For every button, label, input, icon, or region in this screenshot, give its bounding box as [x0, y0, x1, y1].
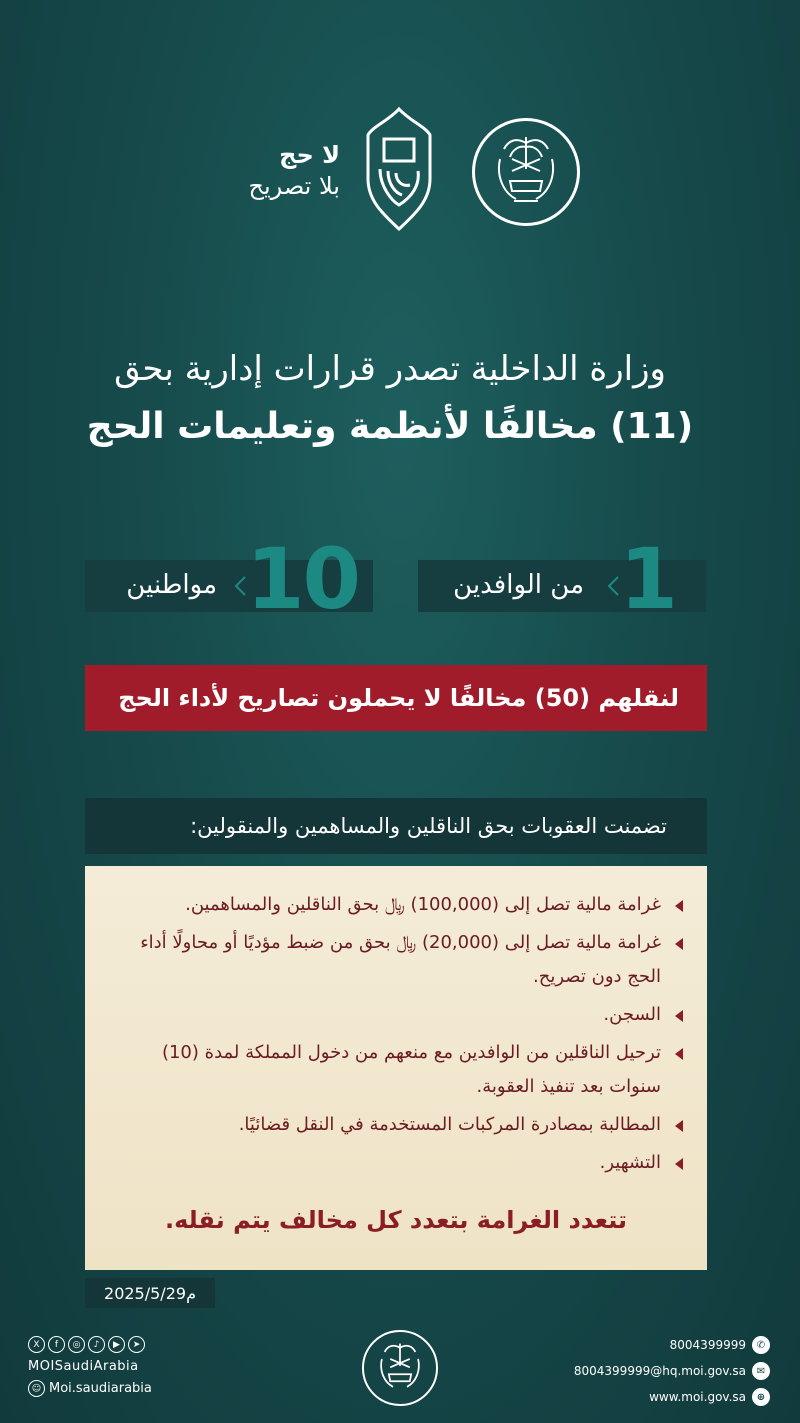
- email-icon: ✉: [752, 1362, 770, 1380]
- tiktok-icon[interactable]: ♪: [88, 1336, 105, 1353]
- stat-expatriates: [418, 530, 706, 628]
- social-links: [28, 1336, 228, 1397]
- violation-banner: لنقلهم (50) مخالفًا لا يحملون تصاريح لأداء الحج: [85, 665, 707, 731]
- stat-label: مواطنين: [126, 570, 217, 600]
- triangle-bullet-icon: [675, 938, 683, 950]
- phone-contact[interactable]: [530, 1336, 770, 1354]
- ministry-emblem-logo: [472, 118, 580, 226]
- triangle-bullet-icon: [675, 1158, 683, 1170]
- youtube-icon[interactable]: ▶: [108, 1336, 125, 1353]
- contact-info: [530, 1336, 770, 1414]
- triangle-bullet-icon: [675, 1048, 683, 1060]
- triangle-bullet-icon: [675, 900, 683, 912]
- headline: [60, 340, 720, 456]
- triangle-bullet-icon: [675, 1010, 683, 1022]
- globe-icon: ⊕: [752, 1388, 770, 1406]
- chevron-left-icon: [233, 575, 247, 597]
- snapchat-link[interactable]: [28, 1380, 228, 1397]
- stat-citizens: [85, 530, 373, 628]
- list-item: السجن.: [109, 998, 683, 1032]
- phone-icon: ✆: [752, 1336, 770, 1354]
- list-item: التشهير.: [109, 1146, 683, 1180]
- penalties-heading: تضمنت العقوبات بحق الناقلين والمساهمين والمنقولين:: [85, 798, 707, 854]
- no-hajj-slogan: [200, 140, 340, 202]
- social-handle[interactable]: MOISaudiArabia: [28, 1359, 139, 1374]
- list-item: غرامة مالية تصل إلى (100,000) ﷼ بحق الناقلين والمساهمين.: [109, 888, 683, 922]
- publish-date: 2025/5/29م: [85, 1278, 215, 1308]
- shield-fingerprint-icon: [358, 105, 440, 233]
- fine-note: تتعدد الغرامة بتعدد كل مخالف يتم نقله.: [164, 1206, 628, 1234]
- website-url: www.moi.gov.sa: [649, 1390, 746, 1404]
- list-item: المطالبة بمصادرة المركبات المستخدمة في النقل قضائيًا.: [109, 1108, 683, 1142]
- chevron-left-icon: [606, 575, 620, 597]
- snapchat-icon: ☺: [28, 1380, 45, 1397]
- palm-swords-emblem-icon: [372, 1338, 428, 1398]
- stat-number: 10: [246, 530, 359, 628]
- email-address: 8004399999@hq.moi.gov.sa: [573, 1364, 746, 1378]
- penalties-panel: [85, 866, 707, 1270]
- stat-number: 1: [619, 530, 676, 628]
- phone-number: 8004399999: [669, 1338, 746, 1352]
- stat-label: من الوافدين: [453, 570, 584, 600]
- headline-line-1: وزارة الداخلية تصدر قرارات إدارية بحق: [114, 349, 666, 389]
- palm-swords-emblem-icon: [486, 129, 566, 215]
- instagram-icon[interactable]: ◎: [68, 1336, 85, 1353]
- penalties-list: [109, 888, 683, 1180]
- social-icons-row: [28, 1336, 228, 1353]
- list-item: ترحيل الناقلين من الوافدين مع منعهم من دخول المملكة لمدة (10) سنوات بعد تنفيذ العقوبة.: [109, 1036, 683, 1104]
- slogan-line-1: لا حج: [279, 141, 340, 169]
- list-item: غرامة مالية تصل إلى (20,000) ﷼ بحق من ضبط مؤديًا أو محاولًا أداء الحج دون تصريح.: [109, 926, 683, 994]
- slogan-line-2: بلا تصريح: [248, 172, 340, 200]
- x-icon[interactable]: X: [28, 1336, 45, 1353]
- footer-emblem-logo: [362, 1330, 438, 1406]
- facebook-icon[interactable]: f: [48, 1336, 65, 1353]
- website-contact[interactable]: [530, 1388, 770, 1406]
- triangle-bullet-icon: [675, 1120, 683, 1132]
- headline-line-2: (11) مخالفًا لأنظمة وتعليمات الحج: [86, 406, 694, 447]
- telegram-icon[interactable]: ➤: [128, 1336, 145, 1353]
- email-contact[interactable]: [530, 1362, 770, 1380]
- no-hajj-shield-logo: [358, 105, 440, 233]
- snapchat-handle: Moi.saudiarabia: [49, 1381, 152, 1396]
